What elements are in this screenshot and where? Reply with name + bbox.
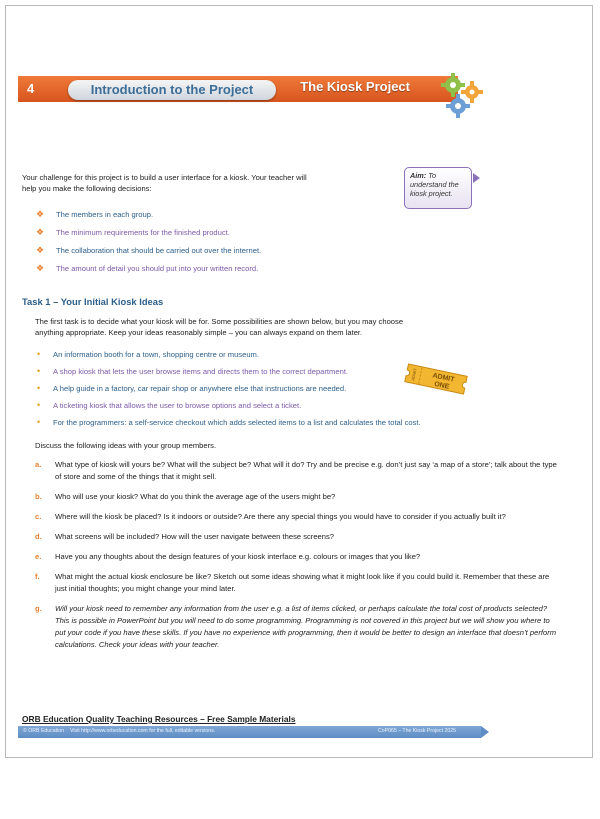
list-item: • A shop kiosk that lets the user browse items and directs them to the correct department. [37, 366, 349, 376]
list-item: • A help guide in a factory, car repair shop or anywhere else that instructions are needed. [37, 383, 347, 393]
question-item: g. Will your kiosk need to remember any information from the user e.g. a list of items clicked, or perhaps calculate the total cost of products selected? This is possible in PowerPoint but you will need to do some programming. Programming is not covered in this project but we will show you where to put your code if you have these skills. If you have no experience with programming, then it would be better to design an interface that doesn’t perform calculations. Check your ideas with your teacher. [35, 604, 557, 649]
question-item: b. Who will use your kiosk? What do you think the average age of the users might be? [35, 492, 336, 501]
list-item: • An information booth for a town, shopping centre or museum. [37, 349, 259, 359]
svg-text:ADMIT: ADMIT [431, 372, 455, 384]
list-item: ❖ The collaboration that should be carried out over the internet. [36, 245, 262, 255]
section-title-pill [68, 80, 276, 100]
list-item: • For the programmers: a self-service checkout which adds selected items to a list and calculates the total cost. [37, 417, 421, 427]
list-item: ❖ The minimum requirements for the finished product. [36, 227, 230, 237]
discuss-line: Discuss the following ideas with your group members. [35, 441, 217, 450]
footer-bar-tip [481, 726, 489, 738]
task-heading: Task 1 – Your Initial Kiosk Ideas [22, 296, 164, 307]
footer-title: ORB Education Quality Teaching Resources – Free Sample Materials [22, 714, 296, 724]
aim-text: To understand the kiosk project. [410, 171, 459, 198]
header-banner [18, 76, 458, 102]
bullet-icon: • [37, 349, 41, 359]
bullet-icon: • [37, 417, 41, 427]
footer-product-code: CoP065 – The Kiosk Project 2025 [378, 728, 457, 734]
bullet-icon: • [37, 366, 41, 376]
aim-callout-pointer [473, 173, 480, 183]
admit-one-ticket-icon [400, 362, 472, 396]
gears-icon [436, 70, 486, 120]
list-item: • A ticketing kiosk that allows the user to browse options and select a ticket. [37, 400, 302, 410]
page-number: 4 [27, 81, 35, 96]
questions-list [35, 459, 557, 651]
decisions-list [36, 209, 261, 281]
bullet-icon: • [37, 400, 41, 410]
aim-label: Aim: [410, 171, 427, 180]
diamond-bullet-icon: ❖ [36, 263, 45, 273]
project-title: The Kiosk Project [300, 79, 410, 94]
footer-copyright: © ORB Education [23, 728, 65, 734]
diamond-bullet-icon: ❖ [36, 209, 45, 219]
diamond-bullet-icon: ❖ [36, 245, 45, 255]
svg-text:ADMIT: ADMIT [410, 367, 418, 381]
kiosk-examples-list [37, 349, 421, 434]
list-item: ❖ The members in each group. [36, 209, 154, 219]
svg-text:ONE: ONE [433, 380, 450, 391]
intro-line-2: help you make the following decisions: [22, 184, 152, 193]
intro-paragraph [22, 172, 392, 194]
question-item: a. What type of kiosk will yours be? What will the subject be? What will it do? Try and be precise e.g. don’t just say ‘a map of a store’; talk about the type of store and some of the things that it might sell. [35, 460, 557, 481]
diamond-bullet-icon: ❖ [36, 227, 45, 237]
task-paragraph: The first task is to decide what your kiosk will be for. Some possibilities are shown below, but you may choose anything appropriate. Keep your ideas reasonably simple – you can always expand on them later. [35, 317, 404, 337]
footer-bar [18, 726, 481, 738]
footer-visit-link[interactable]: Visit http://www.orbeducation.com for the full, editable versions. [70, 728, 216, 734]
question-item: e. Have you any thoughts about the design features of your kiosk interface e.g. colours or images that you like? [35, 552, 421, 561]
list-item: ❖ The amount of detail you should put into your written record. [36, 263, 259, 273]
intro-line-1: Your challenge for this project is to build a user interface for a kiosk. Your teacher will [22, 173, 307, 182]
question-item: f. What might the actual kiosk enclosure be like? Sketch out some ideas showing what it might look like if you could build it. Remember that these are just initial thoughts; you might change your mind later. [35, 572, 550, 593]
section-title: Introduction to the Project [90, 82, 254, 97]
question-item: d. What screens will be included? How will the user navigate between these screens? [35, 532, 335, 541]
bullet-icon: • [37, 383, 41, 393]
question-item: c. Where will the kiosk be placed? Is it indoors or outside? Are there any special things you would have to consider if you actually built it? [35, 512, 506, 521]
aim-callout [404, 167, 472, 209]
